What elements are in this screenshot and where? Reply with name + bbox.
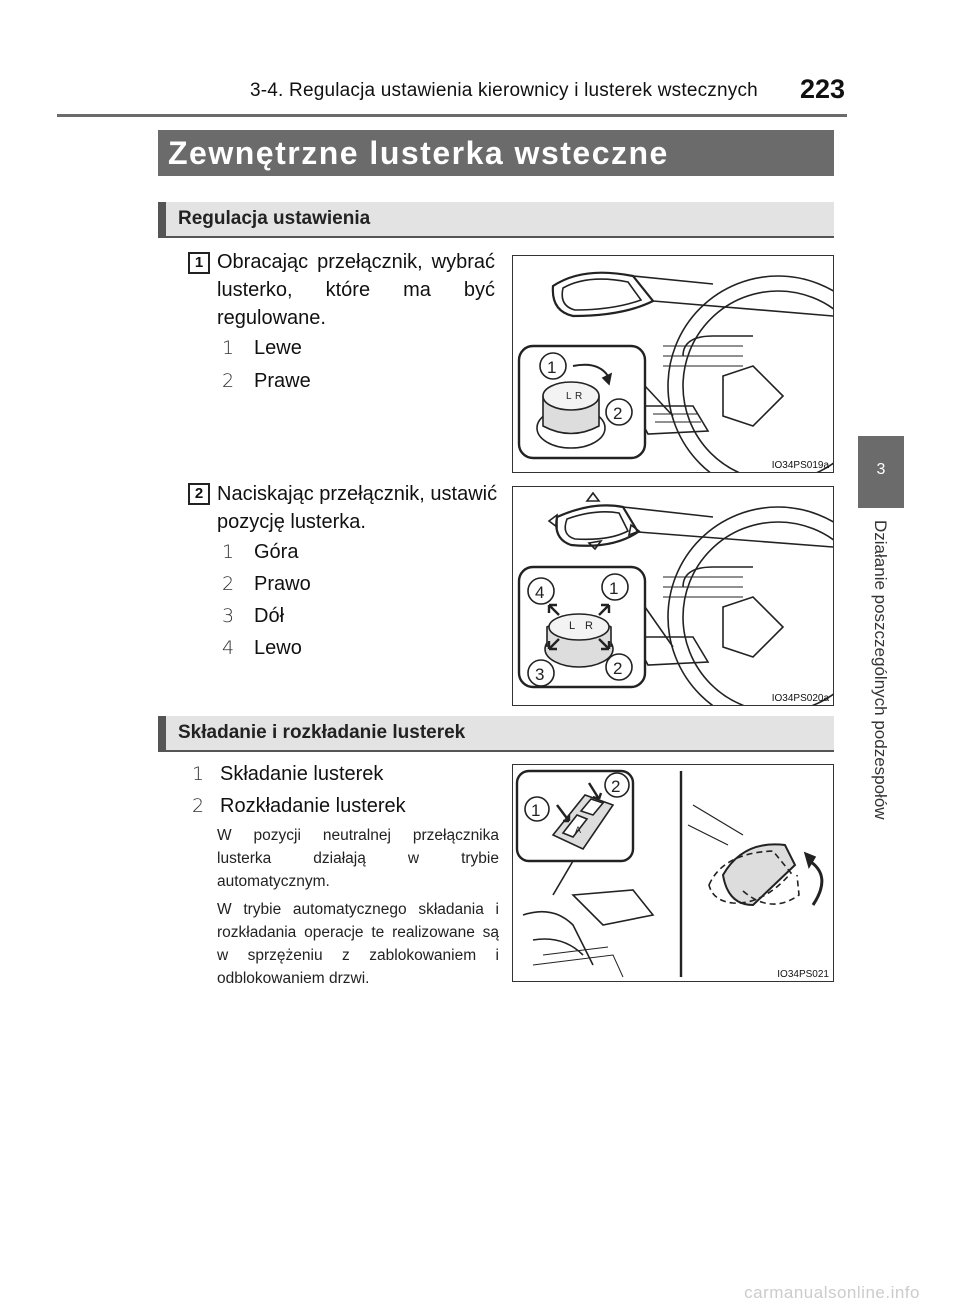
figure-code: IO34PS019a — [771, 460, 829, 471]
step-number-1: 1 — [188, 252, 210, 274]
callout-1: 1 — [547, 358, 557, 377]
switch-letter: L — [566, 391, 572, 402]
note-auto: W trybie automatycznego składania i rozkładania operacje te realizowane są w sprzężeniu z zablokowaniem i odblokowaniem drzwi. — [217, 901, 499, 987]
option-label: Prawo — [254, 573, 311, 595]
section-heading-adjust: Regulacja ustawienia — [158, 202, 834, 238]
option-num: 2 — [222, 573, 235, 595]
option-num: 1 — [192, 763, 205, 785]
option-num: 1 — [222, 337, 235, 359]
callout-4: 4 — [535, 583, 545, 602]
section-heading-fold: Składanie i rozkładanie lusterek — [158, 716, 834, 752]
chapter-title: Działanie poszczególnych podzespołów — [871, 520, 890, 820]
option-num: 2 — [192, 795, 205, 817]
step-number-2: 2 — [188, 483, 210, 505]
header-rule — [57, 114, 847, 117]
note-neutral: W pozycji neutralnej przełącznika lusterka działają w trybie automatycznym. — [217, 827, 499, 890]
figure-mirror-fold — [512, 764, 834, 982]
option-label: Rozkładanie lusterek — [220, 795, 406, 817]
option-label: Prawe — [254, 370, 311, 392]
switch-letter: L — [569, 620, 576, 632]
section-title: 3-4. Regulacja ustawienia kierownicy i lusterek wstecznych — [250, 80, 758, 101]
figure-mirror-select — [512, 255, 834, 473]
switch-letter: R — [585, 620, 593, 632]
option-num: 3 — [222, 605, 235, 627]
callout-2: 2 — [611, 777, 621, 796]
callout-3: 3 — [535, 665, 545, 684]
step-1-text: Obracając przełącznik, wybrać lusterko, które ma być regulowane. — [217, 251, 495, 329]
option-num: 2 — [222, 370, 235, 392]
page-title: Zewnętrzne lusterka wsteczne — [158, 130, 834, 176]
page-number: 223 — [800, 74, 846, 104]
option-label: Lewo — [254, 637, 302, 659]
option-num: 1 — [222, 541, 235, 563]
figure-mirror-adjust — [512, 486, 834, 706]
callout-1: 1 — [609, 579, 619, 598]
callout-2: 2 — [613, 404, 623, 423]
switch-letter: A — [575, 825, 582, 835]
figure-code: IO34PS021 — [777, 969, 829, 980]
callout-2: 2 — [613, 659, 623, 678]
option-label: Lewe — [254, 337, 302, 359]
option-num: 4 — [222, 637, 235, 659]
option-label: Góra — [254, 541, 299, 563]
option-label: Dół — [254, 605, 285, 627]
figure-code: IO34PS020a — [771, 693, 829, 704]
switch-letter: R — [575, 391, 583, 402]
step-2-text: Naciskając przełącznik, ustawić pozycję lusterka. — [217, 483, 498, 533]
option-label: Składanie lusterek — [220, 763, 384, 785]
watermark: carmanualsonline.info — [744, 1283, 920, 1302]
callout-1: 1 — [531, 801, 541, 820]
chapter-tab: 3 — [858, 436, 904, 508]
